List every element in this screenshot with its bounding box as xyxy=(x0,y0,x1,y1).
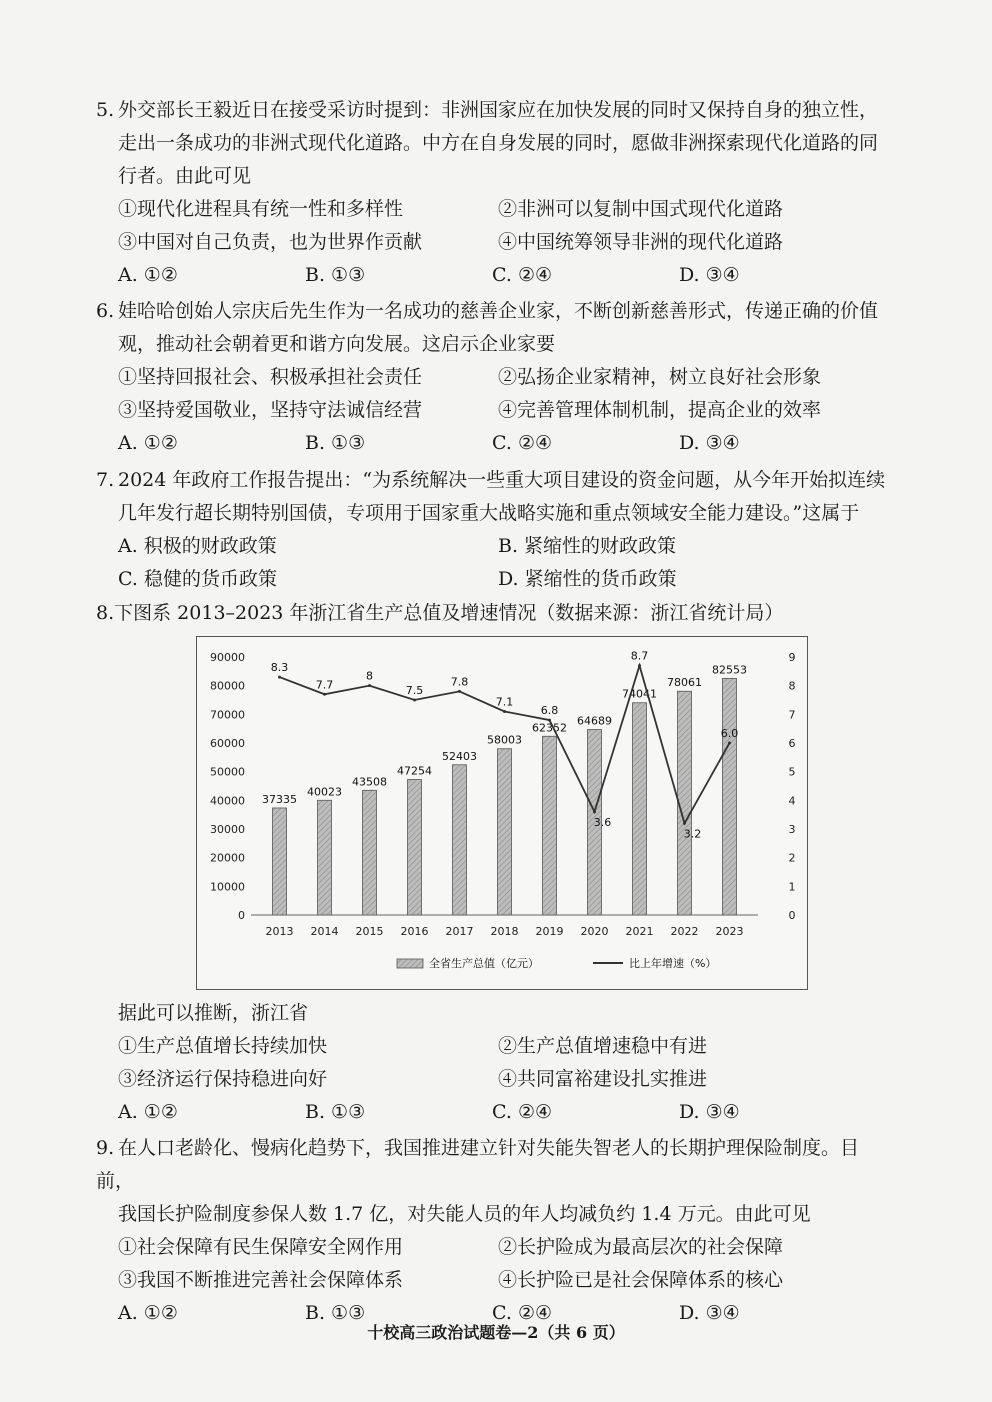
x-tick-label: 2014 xyxy=(310,925,339,938)
y-right-tick-label: 6 xyxy=(788,737,796,750)
y-left-tick-label: 0 xyxy=(238,909,245,922)
growth-rate-label: 7.7 xyxy=(315,678,334,692)
stem-line: 观，推动社会朝着更和谐方向发展。这启示企业家要 xyxy=(118,333,556,355)
choice-a: A. ①② xyxy=(118,264,178,286)
growth-rate-label: 8.3 xyxy=(270,661,289,675)
x-tick-label: 2016 xyxy=(400,925,429,938)
bar-value-label: 78061 xyxy=(667,676,702,690)
bar xyxy=(363,790,377,915)
statement-2: ②长护险成为最高层次的社会保障 xyxy=(498,1236,784,1258)
choice-c: C. 稳健的货币政策 xyxy=(118,568,277,590)
y-left-tick-label: 20000 xyxy=(210,851,245,865)
bar xyxy=(453,765,467,915)
statement-4: ④中国统筹领导非洲的现代化道路 xyxy=(498,231,784,253)
stem-line: 几年发行超长期特别国债，专项用于国家重大战略实施和重点领域安全能力建设。”这属于 xyxy=(118,502,860,524)
y-left-tick-label: 50000 xyxy=(210,765,245,779)
growth-rate-label: 7.1 xyxy=(495,695,514,709)
choice-b: B. ①③ xyxy=(305,1302,366,1324)
x-tick-label: 2021 xyxy=(625,925,654,938)
choice-d: D. 紧缩性的货币政策 xyxy=(498,568,677,590)
stem-line: 据此可以推断，浙江省 xyxy=(118,1002,309,1024)
question-number: 5. xyxy=(96,99,115,121)
growth-rate-point xyxy=(278,676,281,679)
x-tick-label: 2020 xyxy=(580,925,609,938)
stem-line: 走出一条成功的非洲式现代化道路。中方在自身发展的同时，愿做非洲探索现代化道路的同 xyxy=(118,132,879,154)
x-tick-label: 2022 xyxy=(670,925,699,938)
bar xyxy=(498,749,512,915)
x-tick-label: 2018 xyxy=(490,925,519,938)
choice-c: C. ②④ xyxy=(492,432,553,454)
growth-rate-label: 7.8 xyxy=(450,675,469,689)
statement-3: ③经济运行保持稳进向好 xyxy=(118,1068,328,1090)
y-left-tick-label: 70000 xyxy=(210,708,245,722)
bar xyxy=(543,736,557,915)
stem-line: 娃哈哈创始人宗庆后先生作为一名成功的慈善企业家，不断创新慈善形式，传递正确的价值 xyxy=(118,300,879,322)
chart-svg xyxy=(197,637,807,989)
growth-rate-point xyxy=(548,719,551,722)
question-7 xyxy=(96,464,896,596)
stem-line: 下图系 2013–2023 年浙江省生产总值及增速情况（数据来源：浙江省统计局） xyxy=(114,602,784,624)
stem-line: 2024 年政府工作报告提出：“为系统解决一些重大项目建设的资金问题，从今年开始拟连续 xyxy=(118,469,886,491)
growth-rate-point xyxy=(728,742,731,745)
growth-rate-label: 6.8 xyxy=(540,704,559,718)
y-left-tick-label: 10000 xyxy=(210,880,245,894)
choice-c: C. ②④ xyxy=(492,1302,553,1324)
x-tick-label: 2017 xyxy=(445,925,474,938)
y-right-tick-label: 5 xyxy=(788,765,796,779)
y-right-tick-label: 2 xyxy=(788,851,796,865)
growth-rate-point xyxy=(503,710,506,713)
stem-line: 行者。由此可见 xyxy=(118,165,252,187)
legend-bar-swatch xyxy=(397,959,423,968)
x-tick-label: 2023 xyxy=(715,925,744,938)
x-tick-label: 2015 xyxy=(355,925,384,938)
legend-line-label: 比上年增速（%） xyxy=(629,957,717,970)
bar xyxy=(720,678,739,915)
y-left-tick-label: 80000 xyxy=(210,679,245,693)
question-number: 9. xyxy=(96,1137,115,1159)
legend-bar-label: 全省生产总值（亿元） xyxy=(429,957,539,970)
statement-4: ④完善管理体制机制，提高企业的效率 xyxy=(498,399,822,421)
choice-a: A. 积极的财政政策 xyxy=(118,535,277,557)
statement-1: ①坚持回报社会、积极承担社会责任 xyxy=(118,366,423,388)
statement-3: ③坚持爱国敬业，坚持守法诚信经营 xyxy=(118,399,423,421)
bar-value-label: 82553 xyxy=(712,663,747,677)
bar-value-label: 62352 xyxy=(532,721,567,735)
question-number: 6. xyxy=(96,300,115,322)
bar-value-label: 40023 xyxy=(307,785,342,799)
x-tick-label: 2019 xyxy=(535,925,564,938)
statement-3: ③我国不断推进完善社会保障体系 xyxy=(118,1269,404,1291)
choice-c: C. ②④ xyxy=(492,1101,553,1123)
y-right-tick-label: 9 xyxy=(788,651,796,664)
statement-4: ④共同富裕建设扎实推进 xyxy=(498,1068,708,1090)
y-left-tick-label: 40000 xyxy=(210,794,245,808)
choice-a: A. ①② xyxy=(118,1101,178,1123)
growth-rate-label: 6.0 xyxy=(720,727,739,740)
statement-2: ②弘扬企业家精神，树立良好社会形象 xyxy=(498,366,822,388)
y-right-tick-label: 7 xyxy=(788,708,796,722)
statement-4: ④长护险已是社会保障体系的核心 xyxy=(498,1269,784,1291)
bar xyxy=(273,808,287,915)
choice-d: D. ③④ xyxy=(679,1101,740,1123)
bar xyxy=(408,780,422,915)
y-left-tick-label: 30000 xyxy=(210,823,245,836)
growth-rate-point xyxy=(323,693,326,696)
question-number: 7. xyxy=(96,469,115,491)
growth-rate-label: 3.2 xyxy=(683,827,702,841)
question-6 xyxy=(96,295,896,460)
question-number: 8. xyxy=(96,602,115,624)
question-7-stem xyxy=(96,464,896,497)
bar-value-label: 37335 xyxy=(262,792,297,806)
growth-rate-label: 8 xyxy=(366,669,373,683)
growth-rate-label: 8.7 xyxy=(630,649,649,663)
bar-value-label: 74041 xyxy=(622,687,657,701)
question-6-stem xyxy=(96,295,896,328)
y-right-tick-label: 8 xyxy=(788,679,796,693)
choice-b: B. ①③ xyxy=(305,432,366,454)
stem-line: 外交部长王毅近日在接受采访时提到：非洲国家应在加快发展的同时又保持自身的独立性， xyxy=(118,99,879,121)
statement-2: ②生产总值增速稳中有进 xyxy=(498,1035,708,1057)
question-5 xyxy=(96,94,896,292)
bar-value-label: 47254 xyxy=(397,764,432,778)
y-right-tick-label: 0 xyxy=(788,909,796,922)
choice-a: A. ①② xyxy=(118,1302,178,1324)
choice-c: C. ②④ xyxy=(492,264,553,286)
statement-1: ①生产总值增长持续加快 xyxy=(118,1035,328,1057)
bar-value-label: 52403 xyxy=(442,749,477,763)
growth-rate-point xyxy=(413,699,416,702)
choice-a: A. ①② xyxy=(118,432,178,454)
y-left-tick-label: 60000 xyxy=(210,737,245,750)
growth-rate-point xyxy=(683,822,686,825)
bar-value-label: 58003 xyxy=(487,733,522,747)
growth-rate-point xyxy=(638,664,641,667)
choice-d: D. ③④ xyxy=(679,1302,740,1324)
growth-rate-point xyxy=(368,684,371,687)
bar-value-label: 64689 xyxy=(577,714,612,728)
statement-2: ②非洲可以复制中国式现代化道路 xyxy=(498,198,784,220)
bar-value-label: 43508 xyxy=(352,775,387,789)
statement-3: ③中国对自己负责，也为世界作贡献 xyxy=(118,231,423,253)
question-8-stem xyxy=(96,597,896,630)
growth-rate-label: 3.6 xyxy=(593,815,612,829)
growth-rate-label: 7.5 xyxy=(405,684,424,697)
x-tick-label: 2013 xyxy=(265,925,294,938)
stem-line: 我国长护险制度参保人数 1.7 亿，对失能人员的年人均减负约 1.4 万元。由此可见 xyxy=(118,1203,811,1225)
statement-1: ①社会保障有民生保障安全网作用 xyxy=(118,1236,404,1258)
choice-b: B. ①③ xyxy=(305,264,366,286)
question-9-stem xyxy=(96,1132,896,1198)
bar xyxy=(318,800,332,915)
growth-rate-point xyxy=(458,690,461,693)
statement-1: ①现代化进程具有统一性和多样性 xyxy=(118,198,404,220)
question-9 xyxy=(96,1132,896,1330)
bar xyxy=(633,703,647,915)
gdp-chart xyxy=(196,636,808,990)
y-right-tick-label: 1 xyxy=(788,880,796,894)
choice-b: B. ①③ xyxy=(305,1101,366,1123)
choice-b: B. 紧缩性的财政政策 xyxy=(498,535,677,557)
y-right-tick-label: 4 xyxy=(788,794,796,808)
question-8-body xyxy=(96,997,896,1129)
growth-rate-point xyxy=(593,810,596,813)
choice-d: D. ③④ xyxy=(679,264,740,286)
stem-line: 在人口老龄化、慢病化趋势下，我国推进建立针对失能失智老人的长期护理保险制度。目前， xyxy=(96,1137,860,1192)
choice-d: D. ③④ xyxy=(679,432,740,454)
page-footer: 十校高三政治试题卷—2（共 6 页） xyxy=(367,1323,625,1342)
question-5-stem xyxy=(96,94,896,127)
y-right-tick-label: 3 xyxy=(788,823,796,836)
y-left-tick-label: 90000 xyxy=(210,651,245,664)
